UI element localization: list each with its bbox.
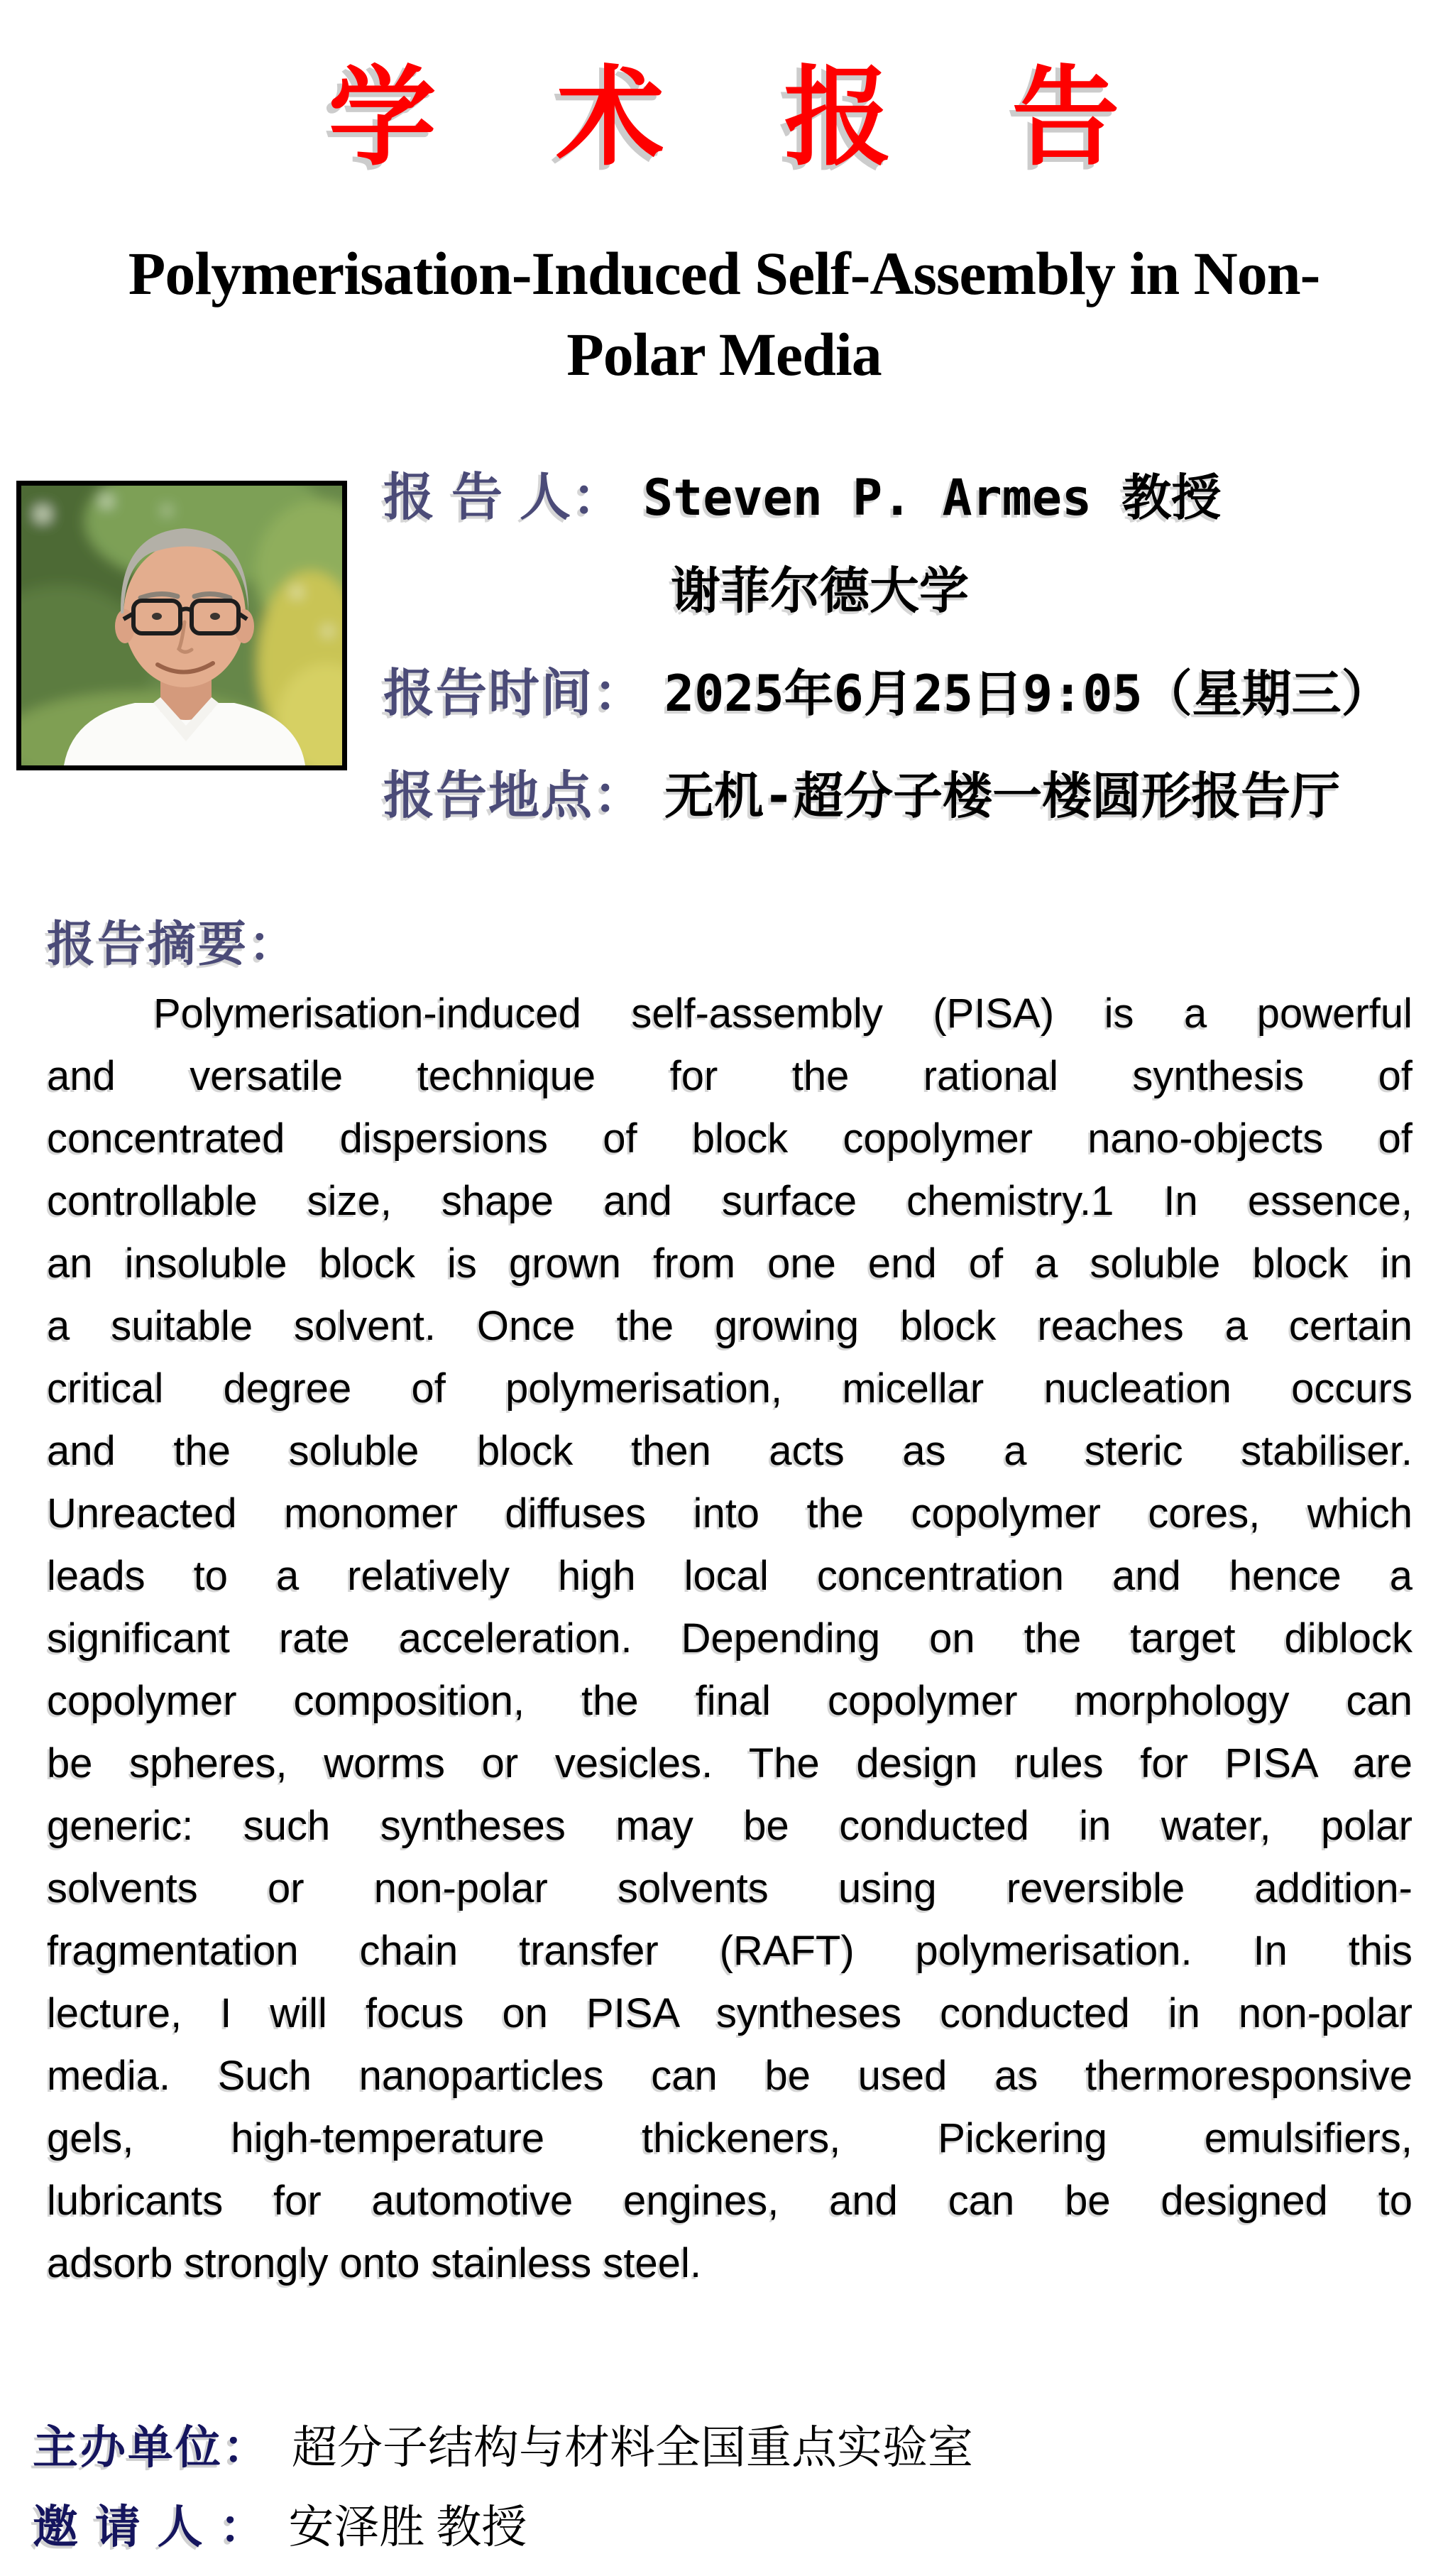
speaker-label: 报 告 人： bbox=[383, 469, 625, 526]
abstract-paragraph bbox=[47, 983, 1413, 2295]
banner-title: 学 术 报 告 bbox=[328, 55, 1161, 180]
abstract-line: Polymerisation-induced self-assembly (PISA) is a powerful bbox=[153, 990, 1413, 1037]
location-value: 无机-超分子楼一楼圆形报告厅 bbox=[664, 767, 1341, 825]
lecture-title-line-2: Polar Media bbox=[566, 320, 882, 388]
speaker-name-value: Steven P. Armes 教授 bbox=[643, 469, 1222, 527]
lecture-title-line-1: Polymerisation-Induced Self-Assembly in Non- bbox=[128, 239, 1320, 307]
abstract-line: critical degree of polymerisation, micellar nucleation occurs bbox=[47, 1365, 1413, 1412]
time-label: 报告时间： bbox=[383, 665, 647, 722]
abstract-line: media. Such nanoparticles can be used as thermoresponsive bbox=[47, 2053, 1413, 2099]
abstract-line: solvents or non-polar solvents using reversible addition- bbox=[47, 1865, 1413, 1911]
abstract-line: lubricants for automotive engines, and can be designed to bbox=[47, 2178, 1413, 2224]
inviter-value: 安泽胜 教授 bbox=[288, 2502, 527, 2553]
abstract-line: a suitable solvent. Once the growing block reaches a certain bbox=[47, 1303, 1413, 1349]
abstract-line: generic: such syntheses may be conducted in water, polar bbox=[47, 1803, 1413, 1849]
inviter-label: 邀 请 人 ： bbox=[33, 2501, 268, 2553]
host-row bbox=[33, 2411, 973, 2477]
abstract-line: be spheres, worms or vesicles. The design rules for PISA are bbox=[47, 1740, 1413, 1786]
abstract-line: gels, high-temperature thickeners, Pickering emulsifiers, bbox=[47, 2115, 1413, 2161]
abstract-heading: 报告摘要： bbox=[47, 917, 300, 971]
speaker-photo bbox=[16, 481, 347, 770]
abstract-line: an insoluble block is grown from one end of a soluble block in bbox=[47, 1240, 1413, 1287]
abstract-line: controllable size, shape and surface chemistry.1 In essence, bbox=[47, 1178, 1413, 1224]
location-label: 报告地点： bbox=[383, 768, 647, 824]
abstract-line: leads to a relatively high local concentration and hence a bbox=[47, 1553, 1413, 1599]
speaker-row bbox=[383, 456, 1221, 530]
location-row bbox=[383, 754, 1340, 828]
lecture-title bbox=[0, 233, 1448, 395]
host-value: 超分子结构与材料全国重点实验室 bbox=[292, 2423, 973, 2473]
time-row bbox=[383, 652, 1391, 726]
affiliation-value: 谢菲尔德大学 bbox=[671, 562, 969, 620]
time-value: 2025年6月25日9:05（星期三） bbox=[664, 665, 1391, 723]
affiliation-row bbox=[671, 551, 969, 623]
abstract-line: copolymer composition, the final copolymer morphology can bbox=[47, 1678, 1413, 1724]
host-label: 主办单位： bbox=[33, 2422, 270, 2473]
abstract-line: concentrated dispersions of block copolymer nano-objects of bbox=[47, 1115, 1413, 1162]
abstract-line: adsorb strongly onto stainless steel. bbox=[47, 2240, 702, 2286]
abstract-line: lecture, I will focus on PISA syntheses conducted in non-polar bbox=[47, 1990, 1413, 2036]
abstract-line: significant rate acceleration. Depending on the target diblock bbox=[47, 1615, 1413, 1661]
abstract-line: Unreacted monomer diffuses into the copolymer cores, which bbox=[47, 1490, 1413, 1537]
abstract-line: and versatile technique for the rational synthesis of bbox=[47, 1053, 1413, 1099]
speaker-portrait-illustration bbox=[21, 486, 342, 765]
abstract-line: fragmentation chain transfer (RAFT) polymerisation. In this bbox=[47, 1928, 1413, 1974]
abstract-line: and the soluble block then acts as a steric stabiliser. bbox=[47, 1428, 1413, 1474]
inviter-row bbox=[33, 2491, 527, 2556]
